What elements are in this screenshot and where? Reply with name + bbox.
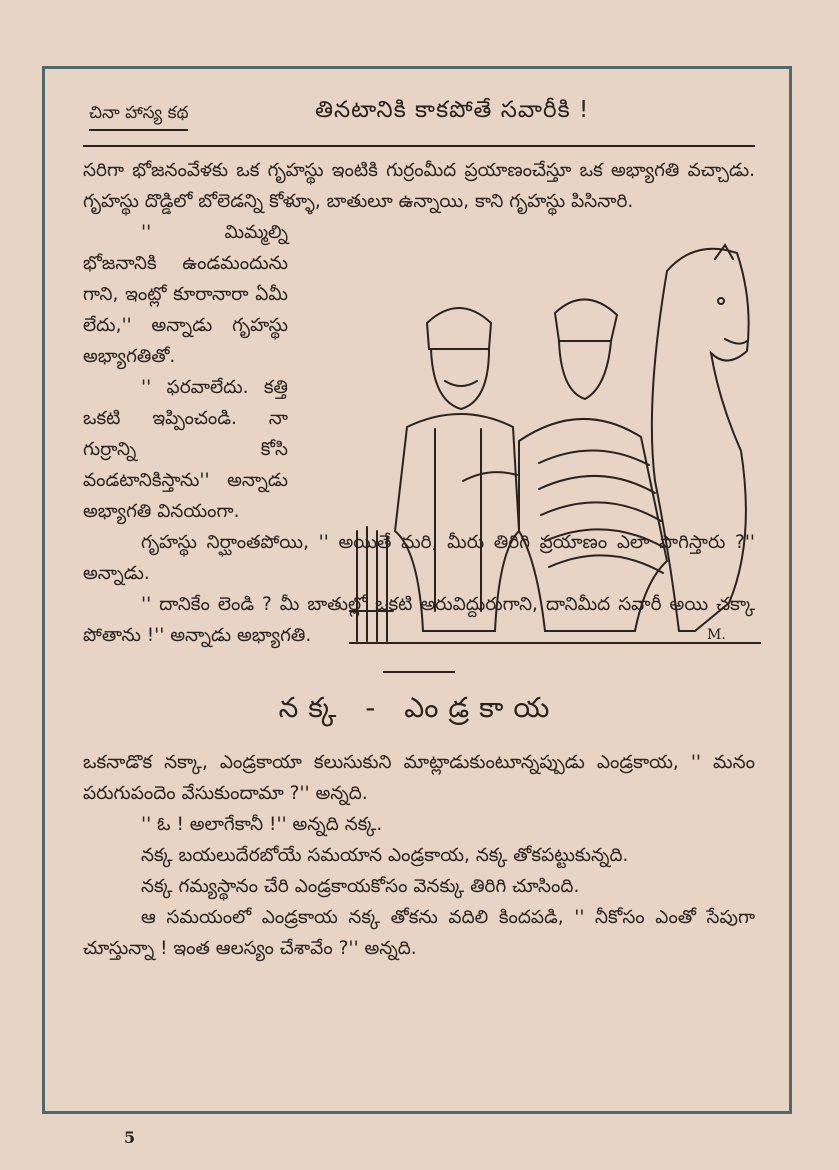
host-face bbox=[431, 349, 489, 409]
guest-face bbox=[559, 341, 611, 399]
guest-hat bbox=[555, 299, 617, 341]
page-frame bbox=[42, 66, 792, 1114]
header bbox=[83, 93, 755, 147]
page-number: 5 bbox=[124, 1128, 136, 1147]
host-cap bbox=[427, 308, 491, 349]
illustrator-signature: M. bbox=[707, 627, 726, 643]
host-robe bbox=[395, 414, 519, 631]
story2-paragraph-3: నక్క బయలుదేరబోయే సమయాన ఎండ్రకాయ, నక్క తోకపట్టుకున్నది. bbox=[141, 845, 629, 866]
section-label: చినా హాస్య కథ bbox=[89, 103, 188, 131]
page-content bbox=[83, 93, 755, 964]
story1-paragraph-1: '' మిమ్మల్ని భోజనానికి ఉండమందును గాని, ఇంట్లో కూరానారా ఏమీ లేదు,'' అన్నాడు గృహస్థు అభ్యాగతితో. bbox=[83, 222, 288, 367]
story2-paragraph-5: ఆ సమయంలో ఎండ్రకాయ నక్క తోకను వదిలి కిందపడి, '' నీకోసం ఎంతో సేపుగా చూస్తున్నా ! ఇంత ఆలస్యం చేశావేం ?'' అన్నది. bbox=[83, 907, 755, 959]
story1-intro: సరిగా భోజనంవేళకు ఒక గృహస్థు ఇంటికి గుర్రంమీద ప్రయాణంచేస్తూ ఒక అభ్యాగతి వచ్చాడు. గృహస్థు దొడ్డిలో బోలెడన్ని కోళ్ళూ, బాతులూ ఉన్నాయి, కాని గృహస్థు పిసినారి. bbox=[83, 160, 755, 212]
fence bbox=[349, 527, 393, 641]
story2-paragraph-1: ఒకనాడొక నక్కా, ఎండ్రకాయా కలుసుకుని మాట్లాడుకుంటూన్నప్పుడు ఎండ్రకాయ, '' మనం పరుగుపందెం వేసుకుందామా ?'' అన్నది. bbox=[83, 752, 755, 804]
story2-title: నక్క - ఎండ్రకాయ bbox=[278, 691, 560, 724]
story1-paragraph-2: '' ఫరవాలేదు. కత్తి ఒకటి ఇప్పించండి. నా గుర్రాన్ని కోసి వండటానికిస్తాను'' అన్నాడు అభ్యాగతి వినయంగా. bbox=[83, 377, 288, 522]
story2-paragraph-2: '' ఓ ! అలాగేకానీ !'' అన్నది నక్క. bbox=[141, 814, 383, 835]
horse bbox=[652, 249, 749, 631]
header-rule bbox=[83, 145, 755, 147]
story1-paragraph-4: '' దానికేం లెండి ? మీ బాతుల్లో ఒకటి అరువిద్దురుగాని, దానిమీద సవారీ అయి చక్కా పోతాను !'' అన్నాడు అభ్యాగతి. bbox=[83, 594, 755, 646]
story2-paragraph-4: నక్క గమ్యస్థానం చేరి ఎండ్రకాయకోసం వెనక్కు తిరిగి చూసింది. bbox=[141, 876, 580, 897]
story-illustration bbox=[349, 231, 761, 651]
divider bbox=[383, 671, 455, 673]
story-title: తినటానికి కాకపోతే సవారీకి ! bbox=[315, 97, 590, 123]
story1-paragraph-3: గృహస్థు నిర్ఘాంతపోయి, '' అయితే మరి, మీరు తిరిగి ప్రయాణం ఎలా సాగిస్తారు ?'' అన్నాడు. bbox=[83, 532, 755, 584]
